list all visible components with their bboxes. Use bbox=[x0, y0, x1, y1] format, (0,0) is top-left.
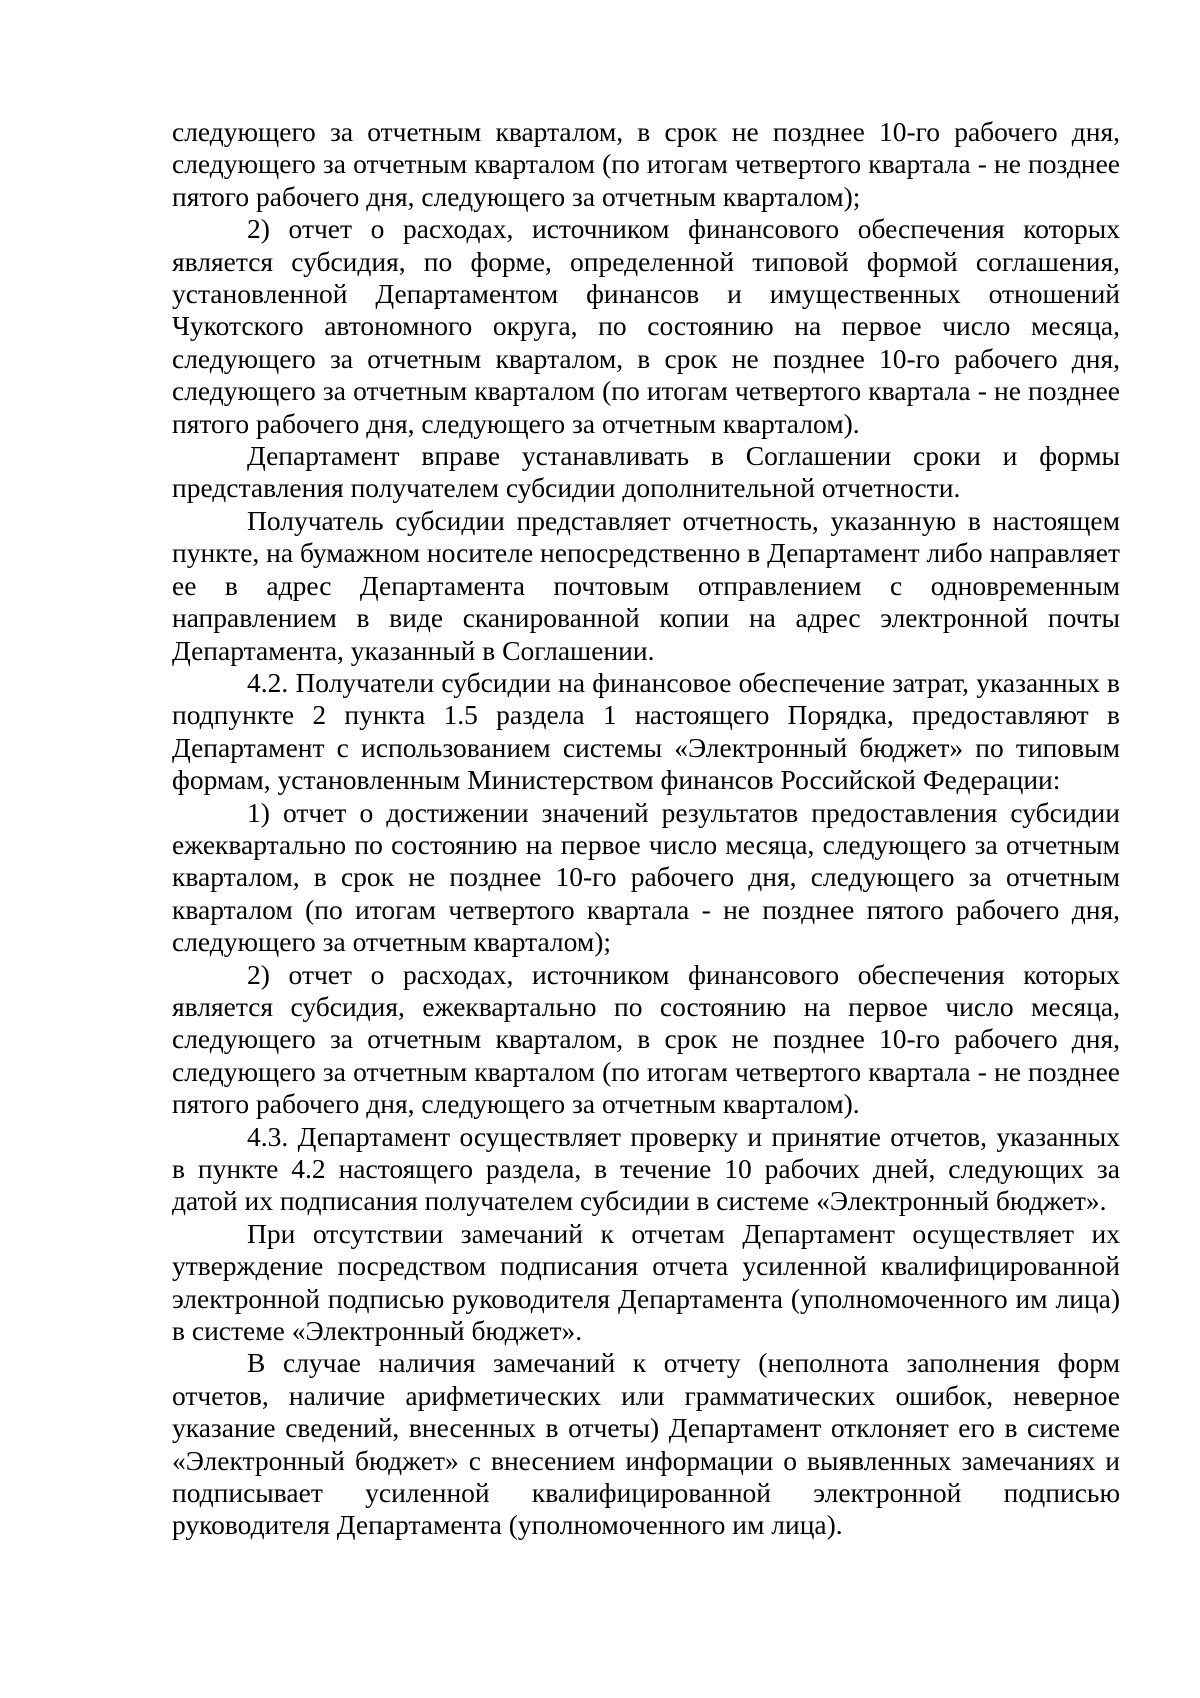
paragraph-expense-report: 2) отчет о расходах, источником финансового обеспечения которых является субсидия, по форме, определенной типовой формой соглашения, установленной Департаментом финансов и имущественных отношений Чукотского автономного округа, по состоянию на первое число месяца, следующего за отчетным кварталом, в срок не позднее 10-го рабочего дня, следующего за отчетным кварталом (по итогам четвертого квартала - не позднее пятого рабочего дня, следующего за отчетным кварталом). bbox=[172, 213, 1120, 439]
paragraph-results-report: 1) отчет о достижении значений результатов предоставления субсидии ежеквартально по состоянию на первое число месяца, следующего за отчетным кварталом, в срок не позднее 10-го рабочего дня, следующего за отчетным кварталом (по итогам четвертого квартала - не позднее пятого рабочего дня, следующего за отчетным кварталом); bbox=[172, 796, 1120, 958]
paragraph-quarterly-expense-report: 2) отчет о расходах, источником финансового обеспечения которых является субсидия, ежеквартально по состоянию на первое число месяца, следующего за отчетным кварталом, в срок не позднее 10-го рабочего дня, следующего за отчетным кварталом (по итогам четвертого квартала - не позднее пятого рабочего дня, следующего за отчетным кварталом). bbox=[172, 958, 1120, 1120]
paragraph-continuation: следующего за отчетным кварталом, в срок не позднее 10-го рабочего дня, следующего за отчетным кварталом (по итогам четвертого квартала - не позднее пятого рабочего дня, следующего за отчетным кварталом); bbox=[172, 116, 1120, 212]
paragraph-4-3: 4.3. Департамент осуществляет проверку и принятие отчетов, указанных в пункте 4.2 настоящего раздела, в течение 10 рабочих дней, следующих за датой их подписания получателем субсидии в системе «Электронный бюджет». bbox=[172, 1120, 1120, 1217]
paragraph-submission-method: Получатель субсидии представляет отчетность, указанную в настоящем пункте, на бумажном носителе непосредственно в Департамент либо направляет ее в адрес Департамента почтовым отправлением с одновременным направлением в виде сканированной копии на адрес электронной почты Департамента, указанный в Соглашении. bbox=[172, 504, 1120, 666]
paragraph-approval: При отсутствии замечаний к отчетам Департамент осуществляет их утверждение посредством подписания отчета усиленной квалифицированной электронной подписью руководителя Департамента (уполномоченного им лица) в системе «Электронный бюджет». bbox=[172, 1217, 1120, 1347]
document-body bbox=[172, 116, 1120, 1542]
paragraph-additional-reporting: Департамент вправе устанавливать в Соглашении сроки и формы представления получателем субсидии дополнительной отчетности. bbox=[172, 440, 1120, 504]
paragraph-4-2: 4.2. Получатели субсидии на финансовое обеспечение затрат, указанных в подпункте 2 пункта 1.5 раздела 1 настоящего Порядка, предоставляют в Департамент с использованием системы «Электронный бюджет» по типовым формам, установленным Министерством финансов Российской Федерации: bbox=[172, 666, 1120, 796]
paragraph-rejection: В случае наличия замечаний к отчету (неполнота заполнения форм отчетов, наличие арифметических или грамматических ошибок, неверное указание сведений, внесенных в отчеты) Департамент отклоняет его в системе «Электронный бюджет» с внесением информации о выявленных замечаниях и подписывает усиленной квалифицированной электронной подписью руководителя Департамента (уполномоченного им лица). bbox=[172, 1347, 1120, 1541]
